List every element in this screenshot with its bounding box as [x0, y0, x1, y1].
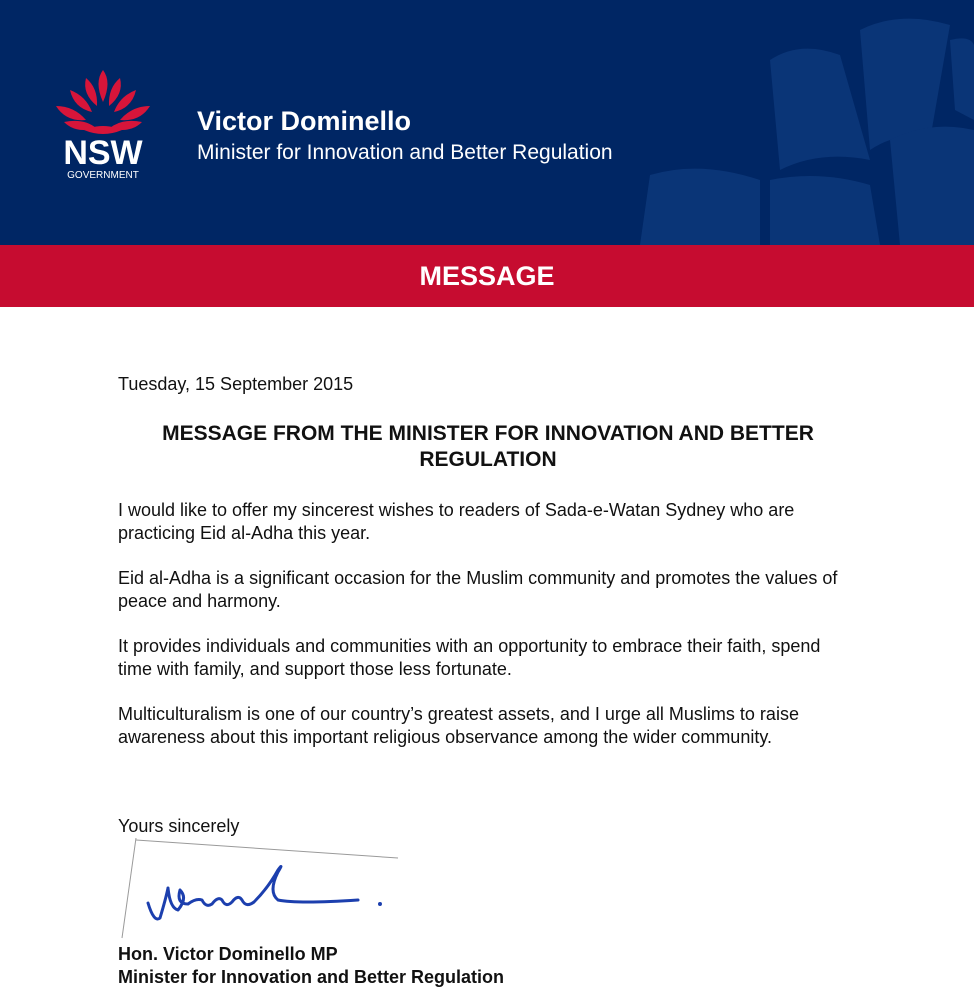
- paragraph: Multiculturalism is one of our country’s greatest assets, and I urge all Muslims to raise awareness about this important religious observance among the wider community.: [118, 704, 799, 747]
- paragraph: Eid al-Adha is a significant occasion for the Muslim community and promotes the values of peace and harmony.: [118, 568, 838, 611]
- message-band: [0, 245, 974, 307]
- nsw-government-logo: [50, 66, 156, 182]
- minister-portfolio: Minister for Innovation and Better Regulation: [197, 141, 613, 164]
- band-title: MESSAGE: [419, 261, 555, 291]
- handwritten-signature: [118, 838, 408, 948]
- closing-salutation: Yours sincerely: [118, 816, 240, 836]
- logo-wordmark: NSW: [63, 134, 143, 172]
- paragraph: I would like to offer my sincerest wishes to readers of Sada-e-Watan Sydney who are practicing Eid al-Adha this year.: [118, 500, 795, 543]
- letter-heading: MESSAGE FROM THE MINISTER FOR INNOVATION AND BETTER REGULATION: [162, 422, 814, 471]
- header-banner: [0, 0, 974, 245]
- paragraph: It provides individuals and communities with an opportunity to embrace their faith, spend time with family, and support those less fortunate.: [118, 636, 821, 679]
- letter-date: Tuesday, 15 September 2015: [118, 374, 354, 394]
- signatory-name: Hon. Victor Dominello MP: [118, 944, 338, 964]
- minister-name: Victor Dominello: [197, 106, 412, 136]
- signatory-role: Minister for Innovation and Better Regulation: [118, 967, 505, 987]
- logo-subtext: GOVERNMENT: [67, 170, 139, 181]
